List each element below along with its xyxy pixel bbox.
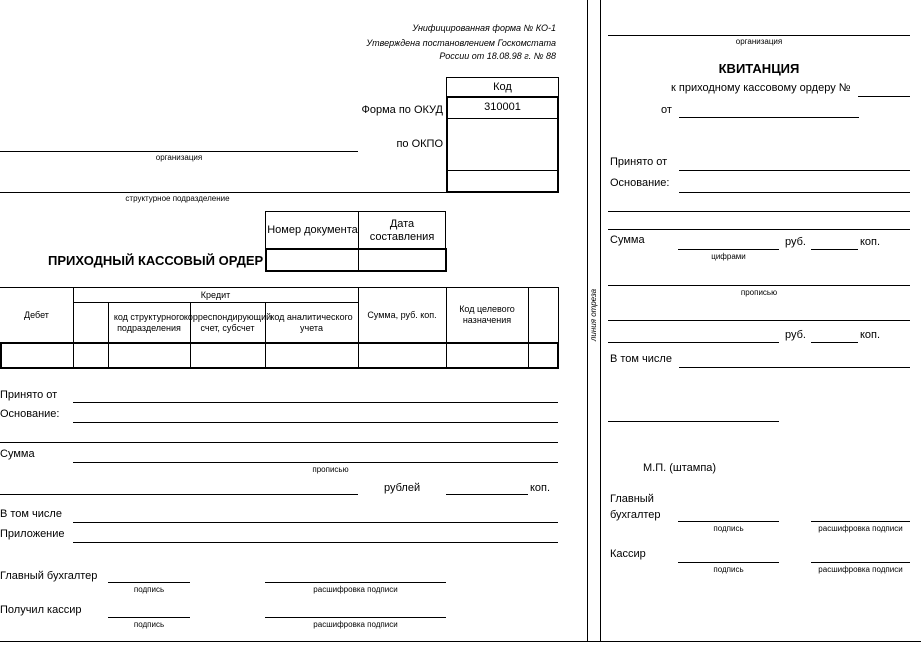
chief-accountant-decoding-line[interactable] xyxy=(265,582,446,583)
document-number-date-cells[interactable] xyxy=(265,248,447,272)
code-header-cell: Код xyxy=(446,77,559,96)
cashier-signature-line[interactable] xyxy=(108,617,190,618)
receipt-including-line[interactable] xyxy=(679,367,910,368)
organization-caption: организация xyxy=(155,153,203,162)
cashier-received-label: Получил кассир xyxy=(0,604,82,616)
document-title: ПРИХОДНЫЙ КАССОВЫЙ ОРДЕР xyxy=(48,253,264,268)
basis-label: Основание: xyxy=(0,408,60,420)
receipt-chief-accountant-label-2: бухгалтер xyxy=(610,509,661,521)
document-date-header: Дата составления xyxy=(358,211,446,249)
receipt-signature-caption: подпись xyxy=(713,524,744,533)
okud-label: Форма по ОКУД xyxy=(361,104,443,116)
subdivision-line[interactable] xyxy=(0,192,446,193)
chief-accountant-label: Главный бухгалтер xyxy=(0,570,98,582)
receipt-words-line[interactable] xyxy=(608,285,910,286)
receipt-received-from-line[interactable] xyxy=(679,170,910,171)
receipt-decoding-caption: расшифровка подписи xyxy=(818,524,903,533)
receipt-organization-line[interactable] xyxy=(608,35,910,36)
receipt-number-line[interactable] xyxy=(858,96,910,97)
including-line[interactable] xyxy=(73,522,558,523)
receipt-basis-line-2[interactable] xyxy=(608,211,910,212)
credit-header: Кредит xyxy=(200,289,231,300)
okpo-label: по ОКПО xyxy=(396,138,443,150)
sum-words-line-2[interactable] xyxy=(0,494,358,495)
organization-line[interactable] xyxy=(0,151,358,152)
struct-code-header: код структурного подразделения xyxy=(113,311,185,333)
sum-words-line[interactable] xyxy=(73,462,558,463)
receipt-rub-label: руб. xyxy=(785,236,806,248)
corr-account-header: корреспондирующий счет, субсчет xyxy=(183,311,272,333)
receipt-stamp-label: М.П. (штампа) xyxy=(643,462,717,474)
signature-caption: подпись xyxy=(133,585,165,594)
receipt-rub-digits-line[interactable] xyxy=(678,249,779,250)
receipt-words-line-3[interactable] xyxy=(608,342,779,343)
receipt-kop-label: коп. xyxy=(860,236,881,248)
including-label: В том числе xyxy=(0,508,62,520)
debit-header: Дебет xyxy=(24,309,49,320)
receipt-basis-line[interactable] xyxy=(679,192,910,193)
receipt-chief-accountant-label-1: Главный xyxy=(610,493,654,505)
receipt-chief-signature-line[interactable] xyxy=(678,521,779,522)
receipt-kop-digits-line[interactable] xyxy=(811,249,858,250)
form-code-line: Унифицированная форма № КО-1 xyxy=(412,23,556,33)
sum-label: Сумма xyxy=(0,448,35,460)
cashier-decoding-line[interactable] xyxy=(265,617,446,618)
chief-accountant-signature-line[interactable] xyxy=(108,582,190,583)
receipt-including-label: В том числе xyxy=(610,353,672,365)
receipt-basis-line-3[interactable] xyxy=(608,229,910,230)
receipt-kop-line-2[interactable] xyxy=(811,342,858,343)
receipt-received-from-label: Принято от xyxy=(610,156,668,168)
receipt-cashier-label: Кассир xyxy=(610,548,646,560)
receipt-words-line-2[interactable] xyxy=(608,320,910,321)
receipt-organization-caption: организация xyxy=(735,37,783,46)
purpose-code-header: Код целевого назначения xyxy=(459,304,515,325)
decoding-caption: расшифровка подписи xyxy=(313,585,398,594)
approval-line: Утверждена постановлением Госкомстата xyxy=(366,38,556,48)
basis-line-2[interactable] xyxy=(0,442,558,443)
accounting-table-entry-row[interactable] xyxy=(0,342,559,369)
in-words-caption: прописью xyxy=(312,465,349,474)
receipt-basis-label: Основание: xyxy=(610,177,670,189)
subdivision-caption: структурное подразделение xyxy=(125,194,230,203)
okud-code-value: 310001 xyxy=(484,101,521,113)
receipt-rub-label-2: руб. xyxy=(785,329,806,341)
receipt-extra-line[interactable] xyxy=(608,421,779,422)
receipt-signature-caption-2: подпись xyxy=(713,565,744,574)
receipt-subtitle: к приходному кассовому ордеру № xyxy=(671,82,851,94)
basis-line[interactable] xyxy=(73,422,558,423)
receipt-cashier-signature-line[interactable] xyxy=(678,562,779,563)
receipt-date-line[interactable] xyxy=(679,117,859,118)
receipt-kop-label-2: коп. xyxy=(860,329,881,341)
attachment-line[interactable] xyxy=(73,542,558,543)
signature-caption-2: подпись xyxy=(133,620,165,629)
receipt-in-words-caption: прописью xyxy=(740,288,778,297)
analytic-code-header: код аналитического учета xyxy=(270,311,353,333)
receipt-sum-label: Сумма xyxy=(610,234,645,246)
approval-date-line: России от 18.08.98 г. № 88 xyxy=(439,51,556,61)
receipt-cashier-decoding-line[interactable] xyxy=(811,562,910,563)
kopecks-label: коп. xyxy=(530,482,551,494)
cut-line-left xyxy=(587,0,588,641)
receipt-decoding-caption-2: расшифровка подписи xyxy=(818,565,903,574)
receipt-title: КВИТАНЦИЯ xyxy=(718,61,800,76)
decoding-caption-2: расшифровка подписи xyxy=(313,620,398,629)
received-from-label: Принято от xyxy=(0,389,58,401)
code-box xyxy=(446,96,559,193)
sum-header: Сумма, руб. коп. xyxy=(367,309,437,320)
receipt-chief-decoding-line[interactable] xyxy=(811,521,910,522)
kopecks-line[interactable] xyxy=(446,494,528,495)
rubles-label: рублей xyxy=(384,482,421,494)
cut-line-label: линия отреза xyxy=(589,288,598,342)
received-from-line[interactable] xyxy=(73,402,558,403)
bottom-border xyxy=(0,641,921,642)
document-number-header: Номер документа xyxy=(265,211,359,249)
receipt-from-label: от xyxy=(661,104,672,116)
receipt-digits-caption: цифрами xyxy=(711,252,746,261)
cut-line-right xyxy=(600,0,601,641)
attachment-label: Приложение xyxy=(0,528,65,540)
